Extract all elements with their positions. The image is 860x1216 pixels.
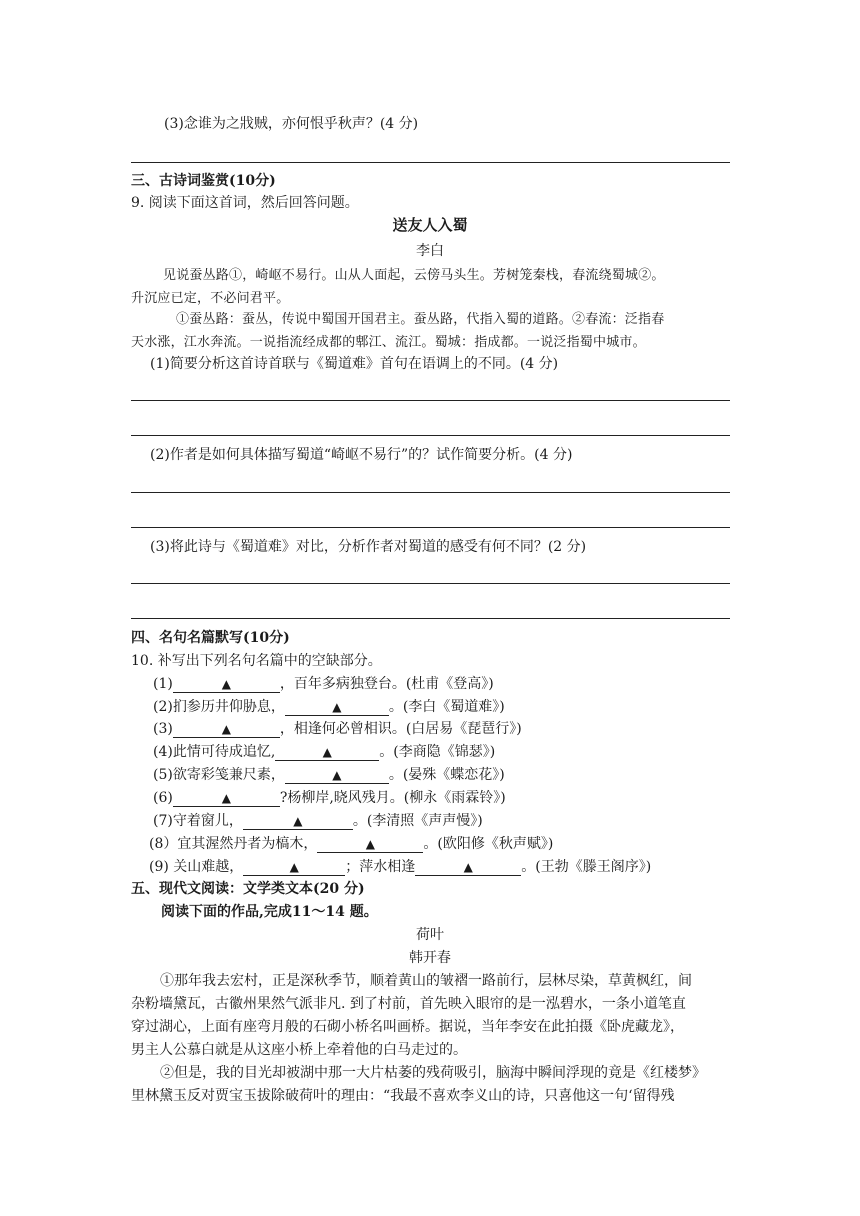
answer-blank[interactable]: ▲ bbox=[285, 768, 389, 784]
answer-line bbox=[131, 583, 730, 584]
poem-line: 升沉应已定，不必问君平。 bbox=[131, 291, 290, 306]
fill-item-1: (1) ▲ ，百年多病独登台。(杜甫《登高》) bbox=[153, 676, 494, 692]
answer-blank[interactable]: ▲ bbox=[243, 814, 353, 830]
q9-3-question: (3)将此诗与《蜀道难》对比，分析作者对蜀道的感受有何不同？(2 分) bbox=[150, 539, 587, 555]
answer-line bbox=[131, 618, 730, 619]
paragraph-line: ①那年我去宏村，正是深秋季节，顺着黄山的皱褶一路前行，层林尽染，草黄枫红，间 bbox=[160, 973, 692, 989]
answer-blank[interactable]: ▲ bbox=[243, 860, 345, 876]
section-3-title: 三、古诗词鉴赏(10分) bbox=[131, 173, 276, 189]
essay-title: 荷叶 bbox=[416, 927, 444, 943]
paragraph-line: 穿过湖心，上面有座弯月般的石砌小桥名叫画桥。据说，当年李安在此拍摄《卧虎藏龙》， bbox=[131, 1019, 684, 1035]
fill-item-4: (4)此情可待成追忆, ▲ 。(李商隐《锦瑟》) bbox=[153, 744, 496, 760]
poem-title: 送友人入蜀 bbox=[392, 216, 468, 234]
fill-item-8: (8）宜其渥然丹者为槁木， ▲ 。(欧阳修《秋声赋》) bbox=[149, 836, 554, 852]
poem-author: 李白 bbox=[416, 243, 444, 259]
q9-2-question: (2)作者是如何具体描写蜀道“崎岖不易行”的？试作简要分析。(4 分) bbox=[150, 447, 573, 463]
fill-item-3: (3) ▲ ，相逢何必曾相识。(白居易《琵琶行》) bbox=[153, 721, 522, 737]
paragraph-line: 杂粉墙黛瓦，古徽州果然气派非凡. 到了村前，首先映入眼帘的是一泓碧水，一条小道笔直 bbox=[131, 996, 686, 1012]
answer-blank[interactable]: ▲ bbox=[415, 860, 521, 876]
answer-line bbox=[131, 492, 730, 493]
paragraph-line: ②但是，我的目光却被湖中那一大片枯萎的残荷吸引，脑海中瞬间浮现的竟是《红楼梦》 bbox=[160, 1065, 706, 1081]
essay-author: 韩开春 bbox=[409, 950, 451, 966]
fill-item-2: (2)扪参历井仰胁息， ▲ 。(李白《蜀道难》) bbox=[153, 699, 505, 715]
q9-1-question: (1)简要分析这首诗首联与《蜀道难》首句在语调上的不同。(4 分) bbox=[150, 356, 559, 372]
fill-item-5: (5)欲寄彩笺兼尺素， ▲ 。(晏殊《蝶恋花》) bbox=[153, 767, 505, 783]
answer-line bbox=[131, 400, 730, 401]
answer-blank[interactable]: ▲ bbox=[275, 745, 379, 761]
answer-blank[interactable]: ▲ bbox=[173, 677, 280, 693]
annotation-line: ①蚕丛路：蚕丛，传说中蜀国开国君主。蚕丛路，代指入蜀的道路。②春流：泛指春 bbox=[176, 312, 665, 327]
answer-blank[interactable]: ▲ bbox=[173, 722, 280, 738]
paragraph-line: 里林黛玉反对贾宝玉拔除破荷叶的理由：“我最不喜欢李义山的诗，只喜他这一句‘留得残 bbox=[131, 1088, 675, 1104]
answer-blank[interactable]: ▲ bbox=[317, 837, 423, 853]
poem-line: 见说蚕丛路①，崎岖不易行。山从人面起，云傍马头生。芳树笼秦栈，春流绕蜀城②。 bbox=[163, 268, 665, 283]
section-5-intro: 阅读下面的作品,完成11～14 题。 bbox=[161, 904, 378, 920]
answer-blank[interactable]: ▲ bbox=[173, 791, 280, 807]
q8-3-question: (3)念谁为之戕贼，亦何恨乎秋声？(4 分) bbox=[164, 116, 419, 132]
fill-item-9: (9) 关山难越， ▲ ；萍水相逢 ▲ 。(王勃《滕王阁序》) bbox=[149, 859, 652, 875]
annotation-line: 天水涨，江水奔流。一说指流经成都的郫江、流江。蜀城：指成都。一说泛指蜀中城市。 bbox=[131, 335, 646, 350]
paragraph-line: 男主人公慕白就是从这座小桥上牵着他的白马走过的。 bbox=[131, 1042, 467, 1058]
answer-line bbox=[131, 162, 730, 163]
fill-item-6: (6) ▲ ?杨柳岸,晓风残月。(柳永《雨霖铃》) bbox=[153, 790, 506, 806]
answer-line bbox=[131, 527, 730, 528]
fill-item-7: (7)守着窗儿， ▲ 。(李清照《声声慢》) bbox=[153, 813, 483, 829]
answer-line bbox=[131, 435, 730, 436]
q9-intro: 9. 阅读下面这首词，然后回答问题。 bbox=[131, 195, 359, 211]
answer-blank[interactable]: ▲ bbox=[285, 700, 389, 716]
q10-intro: 10. 补写出下列名句名篇中的空缺部分。 bbox=[131, 653, 382, 669]
section-5-title: 五、现代文阅读：文学类文本(20 分) bbox=[131, 881, 365, 897]
section-4-title: 四、名句名篇默写(10分) bbox=[131, 630, 290, 646]
